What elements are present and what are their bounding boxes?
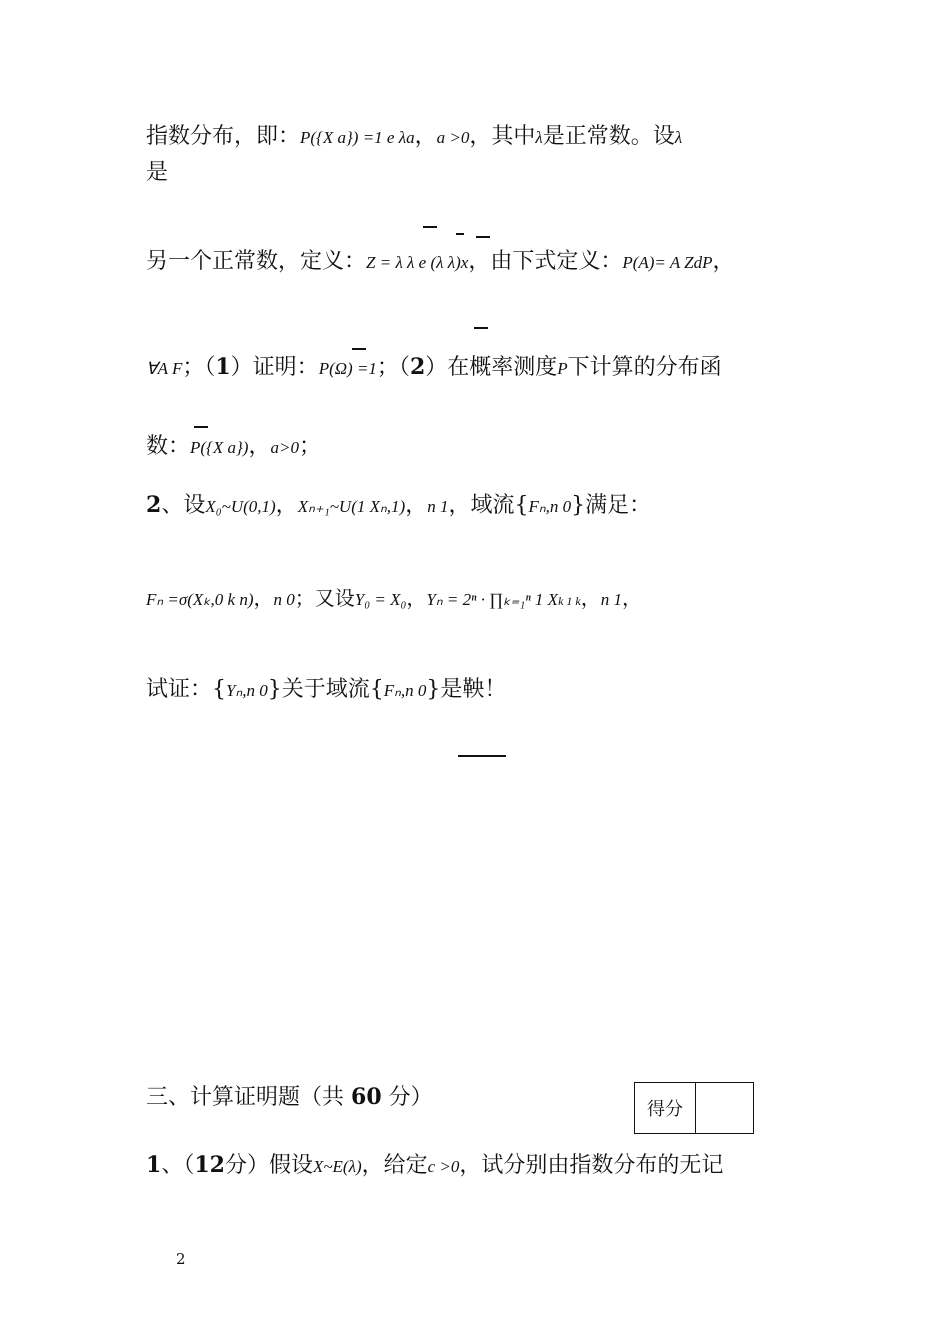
text: 指数分布，即： xyxy=(146,124,301,149)
text: 、设 xyxy=(161,493,206,518)
text: 分） xyxy=(388,1085,433,1110)
problem-2-line-2 xyxy=(146,583,642,616)
problem-line-1b xyxy=(146,158,168,188)
score-box xyxy=(634,1082,754,1134)
text: 60 xyxy=(351,1084,382,1110)
text: ， xyxy=(406,586,427,610)
formula: Y₀ = X₀ xyxy=(354,590,407,609)
problem-2-line-1 xyxy=(146,490,651,522)
formula: P({X a}) =1 e λa xyxy=(300,128,415,147)
text: }满足： xyxy=(571,493,652,518)
problem-2-line-3 xyxy=(146,675,506,706)
text: }是鞅！ xyxy=(426,677,507,702)
formula: a >0 xyxy=(436,128,470,147)
text: ， xyxy=(248,434,271,459)
text: }关于域流{ xyxy=(267,677,384,702)
formula: P(Ω) =1 xyxy=(318,359,377,378)
text: 分）假设 xyxy=(224,1153,313,1178)
problem-number: 2 xyxy=(146,492,162,518)
text: 是 xyxy=(146,160,169,185)
overbar xyxy=(474,327,488,329)
section-3-question-1 xyxy=(146,1150,723,1182)
formula: P(A)= A ZdP xyxy=(622,253,713,272)
text: 数： xyxy=(146,434,191,459)
formula: ∀A F xyxy=(146,359,183,378)
text: 是正常数。设 xyxy=(542,124,675,149)
formula: λ xyxy=(535,128,543,147)
text: ， xyxy=(580,586,601,610)
text: ，域流{ xyxy=(448,493,529,518)
formula: Z = λ λ e (λ λ)x xyxy=(366,253,469,272)
formula: Fₙ,n 0 xyxy=(383,681,427,700)
text: ， xyxy=(414,124,437,149)
text: ）证明： xyxy=(230,355,319,380)
text: ；（ xyxy=(182,355,216,380)
text: ，试分别由指数分布的无记 xyxy=(459,1153,724,1178)
text: 2 xyxy=(409,354,426,380)
text: 、（ xyxy=(161,1153,195,1178)
formula: λ xyxy=(674,128,683,147)
formula: P({X a}) xyxy=(190,438,249,457)
text: ； xyxy=(298,434,321,459)
text: ， xyxy=(621,586,642,610)
text: 1 xyxy=(215,354,231,380)
formula: Xₙ₊₁~U(1 Xₙ,1) xyxy=(297,497,406,516)
formula: X~E(λ) xyxy=(312,1157,362,1176)
formula: k 1 k xyxy=(558,594,581,608)
text: ，给定 xyxy=(361,1153,428,1178)
text: ）在概率测度 xyxy=(425,355,558,380)
text: ， xyxy=(275,493,298,518)
formula: X₀~U(0,1) xyxy=(205,497,276,516)
text: ， xyxy=(253,586,274,610)
text: ；（ xyxy=(376,355,410,380)
problem-number: 1 xyxy=(146,1152,162,1178)
formula: Fₙ =σ(Xₖ,0 k n) xyxy=(146,590,254,609)
formula: Fₙ,n 0 xyxy=(528,497,572,516)
problem-line-1 xyxy=(146,122,682,153)
overbar xyxy=(476,236,490,238)
problem-line-3 xyxy=(146,352,722,384)
text: 试证：{ xyxy=(146,677,226,702)
formula: Yₙ = 2ⁿ · ∏ₖ₌₁ⁿ 1 X xyxy=(426,590,559,609)
overbar xyxy=(194,426,208,428)
page-number: 2 xyxy=(176,1250,186,1268)
text: ， xyxy=(712,249,735,274)
formula: Yₙ,n 0 xyxy=(226,681,268,700)
formula: a>0 xyxy=(270,438,299,457)
text: 12 xyxy=(194,1152,225,1178)
text: ， xyxy=(405,493,428,518)
text: ，由下式定义： xyxy=(468,249,623,274)
overbar xyxy=(456,233,464,235)
section-3-title xyxy=(146,1082,433,1113)
text: 三、计算证明题（共 xyxy=(146,1085,345,1110)
overbar xyxy=(352,348,366,350)
formula: n 0 xyxy=(273,590,295,609)
text: ，其中 xyxy=(469,124,536,149)
separator-rule xyxy=(458,755,506,757)
text: ；又设 xyxy=(294,586,355,610)
score-label: 得分 xyxy=(635,1083,696,1133)
formula: n 1 xyxy=(600,590,622,609)
score-field[interactable] xyxy=(696,1083,753,1133)
problem-line-2 xyxy=(146,247,735,278)
formula: c >0 xyxy=(427,1157,460,1176)
problem-line-4 xyxy=(146,432,321,463)
formula: n 1 xyxy=(427,497,449,516)
overbar xyxy=(423,226,437,228)
formula: P xyxy=(557,359,568,378)
text: 下计算的分布函 xyxy=(567,355,722,380)
text: 另一个正常数，定义： xyxy=(146,249,367,274)
